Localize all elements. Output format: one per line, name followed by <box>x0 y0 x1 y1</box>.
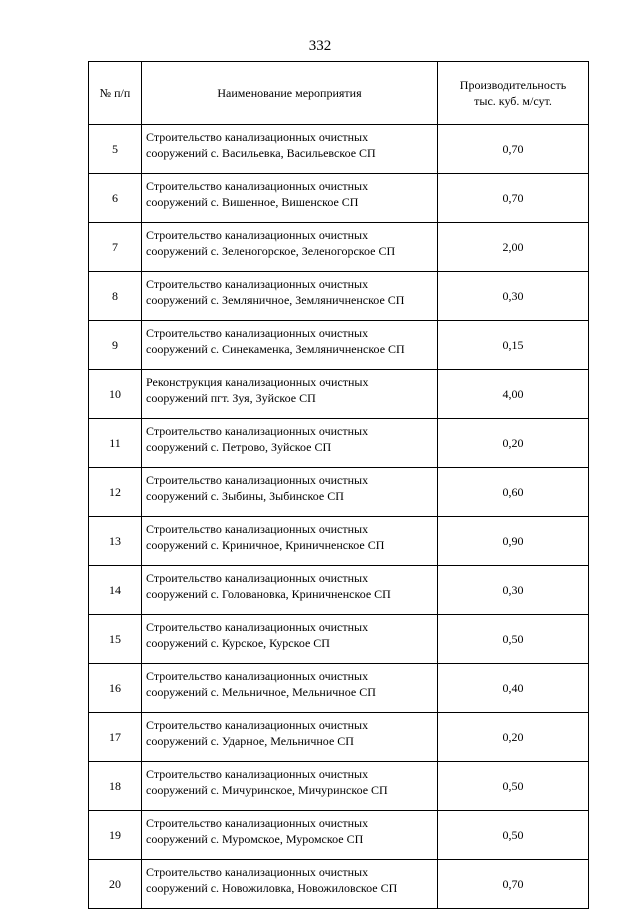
row-measure-name: Строительство канализационных очистных сооружений с. Мичуринское, Мичуринское СП <box>142 762 438 811</box>
row-capacity: 0,70 <box>438 860 589 909</box>
row-measure-name: Строительство канализационных очистных сооружений с. Земляничное, Земляничненское СП <box>142 272 438 321</box>
row-measure-name: Строительство канализационных очистных сооружений с. Новожиловка, Новожиловское СП <box>142 860 438 909</box>
row-measure-name: Строительство канализационных очистных сооружений с. Ударное, Мельничное СП <box>142 713 438 762</box>
table-row <box>89 713 589 762</box>
row-number: 13 <box>89 517 142 566</box>
row-number: 16 <box>89 664 142 713</box>
row-capacity: 0,30 <box>438 272 589 321</box>
row-number: 14 <box>89 566 142 615</box>
row-number: 12 <box>89 468 142 517</box>
measures-table <box>88 61 589 909</box>
row-capacity: 0,90 <box>438 517 589 566</box>
row-measure-name: Строительство канализационных очистных сооружений с. Зыбины, Зыбинское СП <box>142 468 438 517</box>
row-capacity: 0,50 <box>438 811 589 860</box>
table-row <box>89 860 589 909</box>
row-capacity: 0,15 <box>438 321 589 370</box>
row-capacity: 0,50 <box>438 762 589 811</box>
row-capacity: 0,70 <box>438 174 589 223</box>
row-number: 7 <box>89 223 142 272</box>
table-row <box>89 811 589 860</box>
row-number: 5 <box>89 125 142 174</box>
row-number: 11 <box>89 419 142 468</box>
table-row <box>89 517 589 566</box>
row-capacity: 0,40 <box>438 664 589 713</box>
row-number: 17 <box>89 713 142 762</box>
row-measure-name: Строительство канализационных очистных сооружений с. Вишенное, Вишенское СП <box>142 174 438 223</box>
page-number: 332 <box>308 38 332 54</box>
row-capacity: 0,20 <box>438 713 589 762</box>
row-measure-name: Строительство канализационных очистных сооружений с. Головановка, Криничненское СП <box>142 566 438 615</box>
table-row <box>89 125 589 174</box>
row-number: 19 <box>89 811 142 860</box>
row-number: 15 <box>89 615 142 664</box>
row-measure-name: Строительство канализационных очистных сооружений с. Петрово, Зуйское СП <box>142 419 438 468</box>
header-capacity: Производительность тыс. куб. м/сут. <box>438 62 589 125</box>
row-measure-name: Строительство канализационных очистных сооружений с. Васильевка, Васильевское СП <box>142 125 438 174</box>
table-row <box>89 419 589 468</box>
row-capacity: 0,20 <box>438 419 589 468</box>
row-capacity: 2,00 <box>438 223 589 272</box>
table-row <box>89 223 589 272</box>
row-measure-name: Строительство канализационных очистных сооружений с. Синекаменка, Земляничненское СП <box>142 321 438 370</box>
row-measure-name: Строительство канализационных очистных сооружений с. Зеленогорское, Зеленогорское СП <box>142 223 438 272</box>
row-capacity: 0,50 <box>438 615 589 664</box>
table-row <box>89 615 589 664</box>
row-measure-name: Строительство канализационных очистных сооружений с. Мельничное, Мельничное СП <box>142 664 438 713</box>
table-row <box>89 468 589 517</box>
row-number: 9 <box>89 321 142 370</box>
table-row <box>89 370 589 419</box>
table-row <box>89 321 589 370</box>
row-capacity: 0,70 <box>438 125 589 174</box>
table-body <box>89 125 589 909</box>
row-measure-name: Строительство канализационных очистных сооружений с. Криничное, Криничненское СП <box>142 517 438 566</box>
row-measure-name: Строительство канализационных очистных сооружений с. Курское, Курское СП <box>142 615 438 664</box>
row-number: 18 <box>89 762 142 811</box>
row-number: 6 <box>89 174 142 223</box>
table-row <box>89 272 589 321</box>
row-capacity: 4,00 <box>438 370 589 419</box>
row-number: 10 <box>89 370 142 419</box>
table-row <box>89 664 589 713</box>
row-capacity: 0,60 <box>438 468 589 517</box>
row-number: 8 <box>89 272 142 321</box>
row-number: 20 <box>89 860 142 909</box>
row-capacity: 0,30 <box>438 566 589 615</box>
table-row <box>89 566 589 615</box>
table-row <box>89 762 589 811</box>
header-num: № п/п <box>89 62 142 125</box>
row-measure-name: Строительство канализационных очистных сооружений с. Муромское, Муромское СП <box>142 811 438 860</box>
header-name: Наименование мероприятия <box>142 62 438 125</box>
table-row <box>89 174 589 223</box>
table-header-row <box>89 62 589 125</box>
row-measure-name: Реконструкция канализационных очистных сооружений пгт. Зуя, Зуйское СП <box>142 370 438 419</box>
